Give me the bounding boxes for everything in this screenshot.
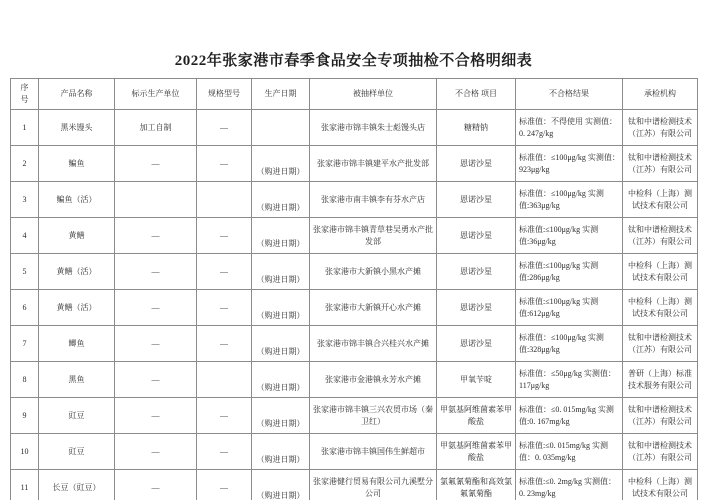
cell-producer: —: [115, 470, 197, 500]
cell-spec-model: [197, 182, 252, 218]
cell-serial-number: 4: [11, 218, 39, 254]
cell-sampled-unit: 张家港市锦丰镇合兴桂兴水产摊: [310, 326, 437, 362]
table-row: [11, 290, 698, 326]
cell-testing-agency: 中检科（上海）测试技术有限公司: [623, 290, 698, 326]
cell-product-name: 鳊鱼（活）: [39, 182, 115, 218]
cell-spec-model: —: [197, 398, 252, 434]
cell-production-date: （购进日期）: [252, 362, 310, 398]
header-row: [11, 79, 698, 110]
page-title: 2022年张家港市春季食品安全专项抽检不合格明细表: [174, 53, 533, 69]
table-row: [11, 110, 698, 146]
cell-failed-result: 标准值：≤100μg/kg 实测值:328μg/kg: [516, 326, 623, 362]
cell-sampled-unit: 张家港市锦丰镇三兴农贸市场（秦卫红）: [310, 398, 437, 434]
cell-sampled-unit: 张家港市锦丰镇国伟生鲜超市: [310, 434, 437, 470]
cell-production-date: （购进日期）: [252, 218, 310, 254]
cell-failed-result: 标准值:≤100μg/kg 实测值:612μg/kg: [516, 290, 623, 326]
cell-failed-item: 恩诺沙星: [437, 290, 516, 326]
cell-serial-number: 8: [11, 362, 39, 398]
cell-sampled-unit: 张家港市锦丰镇青草巷吴勇水产批发部: [310, 218, 437, 254]
cell-failed-item: 甲氨基阿维菌素苯甲酸盐: [437, 398, 516, 434]
header-sampled-unit: 被抽样单位: [310, 79, 437, 110]
cell-testing-agency: 中检科（上海）测试技术有限公司: [623, 254, 698, 290]
header-failed-item: 不合格 项目: [437, 79, 516, 110]
cell-failed-item: 恩诺沙星: [437, 254, 516, 290]
cell-producer: —: [115, 326, 197, 362]
table-row: [11, 254, 698, 290]
cell-spec-model: —: [197, 146, 252, 182]
cell-product-name: 黄鳝: [39, 218, 115, 254]
cell-production-date: （购进日期）: [252, 326, 310, 362]
cell-producer: [115, 182, 197, 218]
table-row: [11, 326, 698, 362]
cell-producer: —: [115, 362, 197, 398]
cell-product-name: 鳊鱼: [39, 146, 115, 182]
cell-failed-item: 恩诺沙星: [437, 146, 516, 182]
cell-product-name: 鲫鱼: [39, 326, 115, 362]
table-row: [11, 398, 698, 434]
cell-testing-agency: 中检科（上海）测试技术有限公司: [623, 182, 698, 218]
cell-testing-agency: 钛和中谱检测技术（江苏）有限公司: [623, 218, 698, 254]
cell-serial-number: 11: [11, 470, 39, 500]
cell-failed-result: 标准值：≤100μg/kg 实测值:363μg/kg: [516, 182, 623, 218]
header-failed-result: 不合格结果: [516, 79, 623, 110]
cell-serial-number: 1: [11, 110, 39, 146]
cell-sampled-unit: 张家港市锦丰镇建平水产批发部: [310, 146, 437, 182]
cell-producer: —: [115, 398, 197, 434]
cell-spec-model: —: [197, 434, 252, 470]
cell-production-date: （购进日期）: [252, 398, 310, 434]
cell-failed-result: 标准值:≤0. 2mg/kg 实测值：0. 23mg/kg: [516, 470, 623, 500]
cell-failed-result: 标准值：≤50μg/kg 实测值：117μg/kg: [516, 362, 623, 398]
cell-failed-result: 标准值:≤0. 015mg/kg 实测值：0. 035mg/kg: [516, 434, 623, 470]
cell-serial-number: 6: [11, 290, 39, 326]
cell-production-date: （购进日期）: [252, 290, 310, 326]
header-product-name: 产品名称: [39, 79, 115, 110]
cell-failed-item: 恩诺沙星: [437, 326, 516, 362]
cell-spec-model: —: [197, 470, 252, 500]
cell-spec-model: —: [197, 110, 252, 146]
table-row: [11, 146, 698, 182]
cell-testing-agency: 钛和中谱检测技术（江苏）有限公司: [623, 434, 698, 470]
cell-sampled-unit: 张家港市锦丰镇朱士彪馒头店: [310, 110, 437, 146]
cell-production-date: （购进日期）: [252, 146, 310, 182]
table-row: [11, 434, 698, 470]
cell-failed-item: 氯氟氰菊酯和高效氯氟氰菊酯: [437, 470, 516, 500]
cell-sampled-unit: 张家港市南丰镇李有芬水产店: [310, 182, 437, 218]
cell-spec-model: —: [197, 218, 252, 254]
cell-sampled-unit: 张家港市金港镇永芳水产摊: [310, 362, 437, 398]
cell-serial-number: 3: [11, 182, 39, 218]
inspection-table: [10, 78, 698, 500]
cell-spec-model: —: [197, 290, 252, 326]
cell-product-name: 黑米馒头: [39, 110, 115, 146]
cell-producer: —: [115, 290, 197, 326]
cell-failed-item: 糖精钠: [437, 110, 516, 146]
cell-product-name: 黑鱼: [39, 362, 115, 398]
header-serial-number: [11, 79, 39, 110]
cell-producer: —: [115, 146, 197, 182]
cell-failed-result: 标准值:≤100μg/kg 实测值:36μg/kg: [516, 218, 623, 254]
cell-testing-agency: 钛和中谱检测技术（江苏）有限公司: [623, 326, 698, 362]
header-testing-agency: 承检机构: [623, 79, 698, 110]
table-row: [11, 362, 698, 398]
cell-producer: 加工自制: [115, 110, 197, 146]
cell-production-date: （购进日期）: [252, 470, 310, 500]
cell-product-name: 黄鳝（活）: [39, 290, 115, 326]
cell-spec-model: —: [197, 254, 252, 290]
table-row: [11, 470, 698, 500]
table-row: [11, 182, 698, 218]
cell-production-date: [252, 110, 310, 146]
cell-failed-result: 标准值：≤100μg/kg 实测值：923μg/kg: [516, 146, 623, 182]
cell-failed-result: 标准值:≤100μg/kg 实测值:286μg/kg: [516, 254, 623, 290]
cell-serial-number: 7: [11, 326, 39, 362]
cell-producer: —: [115, 218, 197, 254]
header-serial-number-label: 序号: [20, 83, 29, 104]
cell-testing-agency: 钛和中谱检测技术（江苏）有限公司: [623, 146, 698, 182]
cell-testing-agency: 钛和中谱检测技术（江苏）有限公司: [623, 110, 698, 146]
cell-spec-model: [197, 362, 252, 398]
cell-failed-result: 标准值：≤0. 015mg/kg 实测值:0. 167mg/kg: [516, 398, 623, 434]
table-header: [11, 79, 698, 110]
cell-production-date: （购进日期）: [252, 254, 310, 290]
cell-testing-agency: 普研（上海）标准技术服务有限公司: [623, 362, 698, 398]
cell-failed-item: 恩诺沙星: [437, 218, 516, 254]
cell-sampled-unit: 张家港健行贸易有限公司九溪墅分公司: [310, 470, 437, 500]
cell-product-name: 豇豆: [39, 434, 115, 470]
cell-serial-number: 10: [11, 434, 39, 470]
cell-testing-agency: 钛和中谱检测技术（江苏）有限公司: [623, 398, 698, 434]
cell-product-name: 长豆（豇豆）: [39, 470, 115, 500]
cell-producer: —: [115, 254, 197, 290]
cell-producer: —: [115, 434, 197, 470]
cell-testing-agency: 中检科（上海）测试技术有限公司: [623, 470, 698, 500]
cell-failed-item: 甲氨基阿维菌素苯甲酸盐: [437, 434, 516, 470]
header-spec-model: 规格型号: [197, 79, 252, 110]
cell-failed-item: 恩诺沙星: [437, 182, 516, 218]
cell-product-name: 黄鳝（活）: [39, 254, 115, 290]
cell-production-date: （购进日期）: [252, 182, 310, 218]
cell-failed-result: 标准值：不得使用 实测值：0. 247g/kg: [516, 110, 623, 146]
cell-production-date: （购进日期）: [252, 434, 310, 470]
cell-sampled-unit: 张家港市大新镇小黑水产摊: [310, 254, 437, 290]
cell-serial-number: 2: [11, 146, 39, 182]
cell-serial-number: 9: [11, 398, 39, 434]
cell-failed-item: 甲氧苄啶: [437, 362, 516, 398]
header-producer: 标示生产单位: [115, 79, 197, 110]
cell-sampled-unit: 张家港市大新镇开心水产摊: [310, 290, 437, 326]
table-body: [11, 110, 698, 500]
cell-product-name: 豇豆: [39, 398, 115, 434]
table-row: [11, 218, 698, 254]
cell-serial-number: 5: [11, 254, 39, 290]
cell-spec-model: —: [197, 326, 252, 362]
header-production-date: 生产日期: [252, 79, 310, 110]
